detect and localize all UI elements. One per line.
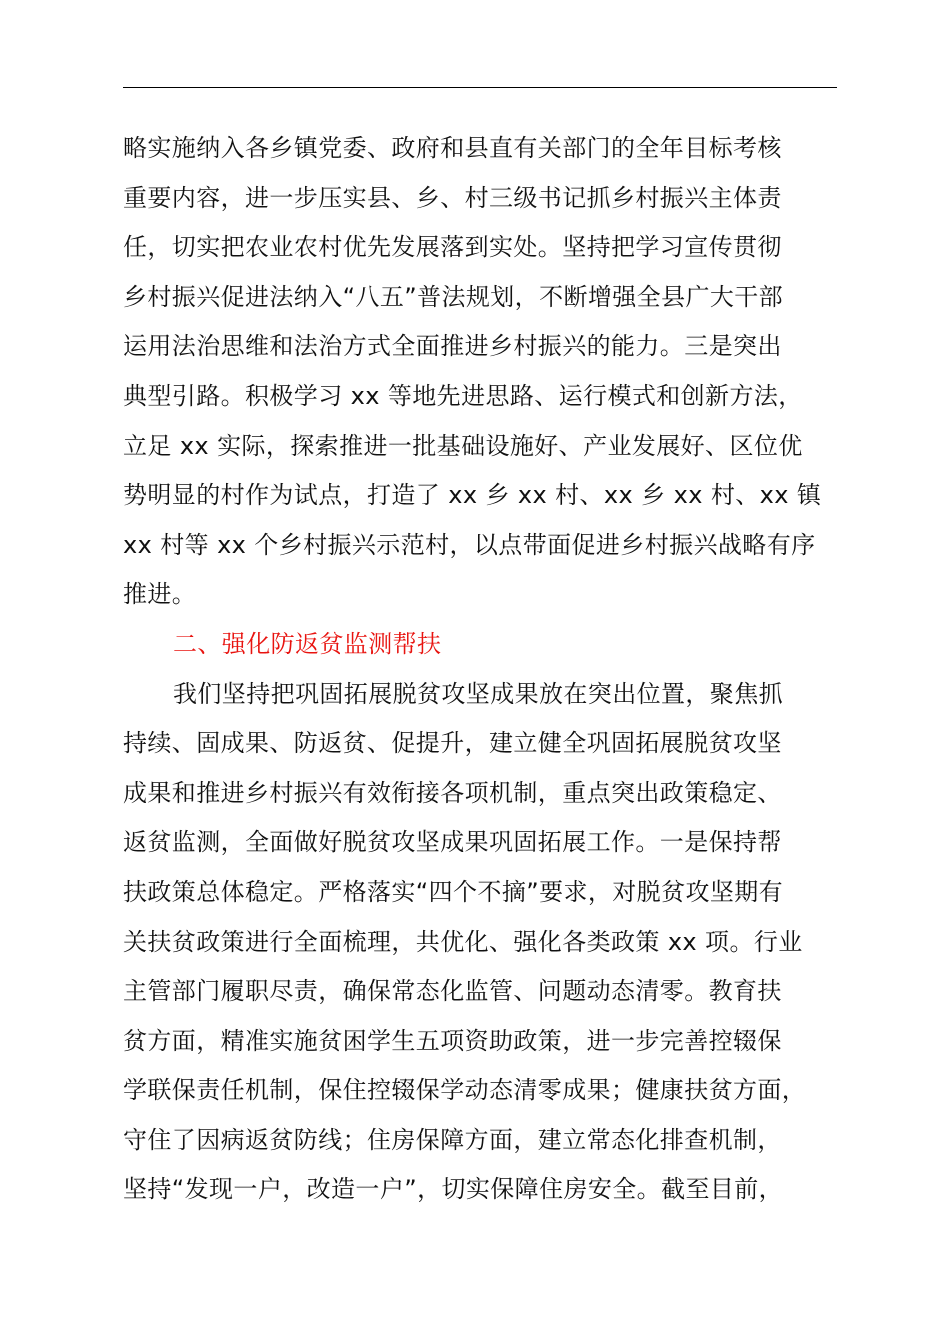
text-line: 扶政策总体稳定。严格落实“四个不摘”要求，对脱贫攻坚期有: [123, 877, 784, 906]
header-rule: [123, 87, 837, 88]
text-line: 我们坚持把巩固拓展脱贫攻坚成果放在突出位置，聚焦抓: [173, 679, 783, 708]
document-body: [123, 124, 837, 1215]
text-line: 乡村振兴促进法纳入“八五”普法规划，不断增强全县广大干部: [123, 282, 784, 311]
text-line: 主管部门履职尽责，确保常态化监管、问题动态清零。教育扶: [123, 977, 782, 1006]
section-heading: 二、强化防返贫监测帮扶: [173, 629, 442, 658]
text-line: 守住了因病返贫防线；住房保障方面，建立常态化排查机制，: [123, 1125, 782, 1154]
text-line: 略实施纳入各乡镇党委、政府和县直有关部门的全年目标考核: [123, 134, 782, 162]
text-line: 关扶贫政策进行全面梳理，共优化、强化各类政策 xx 项。行业: [123, 927, 803, 956]
paragraph-2: [123, 670, 837, 1216]
paragraph-1: [123, 124, 837, 620]
text-line: 贫方面，精准实施贫困学生五项资助政策，进一步完善控辍保: [123, 1026, 782, 1055]
text-line: 立足 xx 实际，探索推进一批基础设施好、产业发展好、区位优: [123, 431, 803, 460]
text-line: 坚持“发现一户，改造一户”，切实保障住房安全。截至目前，: [123, 1175, 784, 1204]
text-line: 典型引路。积极学习 xx 等地先进思路、运行模式和创新方法，: [123, 381, 803, 410]
text-line: 重要内容，进一步压实县、乡、村三级书记抓乡村振兴主体责: [123, 183, 782, 212]
text-line: xx 村等 xx 个乡村振兴示范村，以点带面促进乡村振兴战略有序: [123, 530, 816, 559]
text-line: 学联保责任机制，保住控辍保学动态清零成果；健康扶贫方面，: [123, 1076, 807, 1105]
text-line: 任，切实把农业农村优先发展落到实处。坚持把学习宣传贯彻: [123, 233, 782, 262]
text-line: 推进。: [123, 580, 197, 609]
text-line: 持续、固成果、防返贫、促提升，建立健全巩固拓展脱贫攻坚: [123, 729, 782, 758]
text-line: 运用法治思维和法治方式全面推进乡村振兴的能力。三是突出: [123, 332, 782, 361]
text-line: 势明显的村作为试点，打造了 xx 乡 xx 村、xx 乡 xx 村、xx 镇: [123, 481, 822, 510]
text-line: 返贫监测，全面做好脱贫攻坚成果巩固拓展工作。一是保持帮: [123, 828, 782, 857]
text-line: 成果和推进乡村振兴有效衔接各项机制，重点突出政策稳定、: [123, 778, 782, 807]
